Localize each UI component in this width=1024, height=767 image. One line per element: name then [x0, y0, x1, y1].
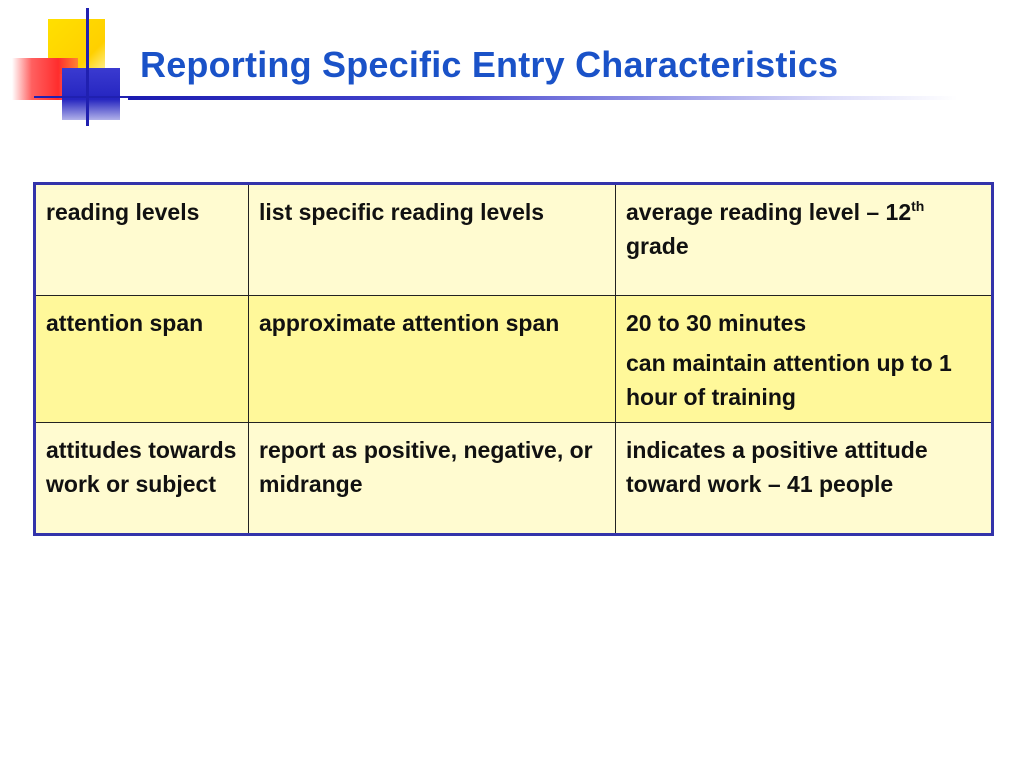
characteristic-cell: attitudes towards work or subject: [35, 423, 249, 535]
instruction-cell: list specific reading levels: [249, 184, 616, 296]
characteristic-cell: attention span: [35, 296, 249, 423]
table-row: [35, 184, 993, 296]
example-cell: [616, 184, 993, 296]
example-text: average reading level – 12: [626, 199, 912, 225]
characteristic-cell: reading levels: [35, 184, 249, 296]
slide-title: Reporting Specific Entry Characteristics: [140, 44, 839, 85]
logo-blue-square: [62, 68, 120, 120]
table-row: [35, 423, 993, 535]
instruction-cell: report as positive, negative, or midrange: [249, 423, 616, 535]
ordinal-superscript: th: [911, 198, 925, 214]
logo-vertical-line: [86, 8, 89, 126]
title-underline: [128, 96, 958, 100]
table-row: [35, 296, 993, 423]
example-cell: indicates a positive attitude toward work – 41 people: [616, 423, 993, 535]
example-line: can maintain attention up to 1 hour of training: [626, 350, 952, 410]
instruction-cell: approximate attention span: [249, 296, 616, 423]
example-line: 20 to 30 minutes: [626, 310, 807, 336]
decorative-logo: [0, 0, 150, 130]
example-text-suffix: grade: [626, 233, 689, 259]
example-cell: [616, 296, 993, 423]
characteristics-table: [33, 182, 994, 536]
